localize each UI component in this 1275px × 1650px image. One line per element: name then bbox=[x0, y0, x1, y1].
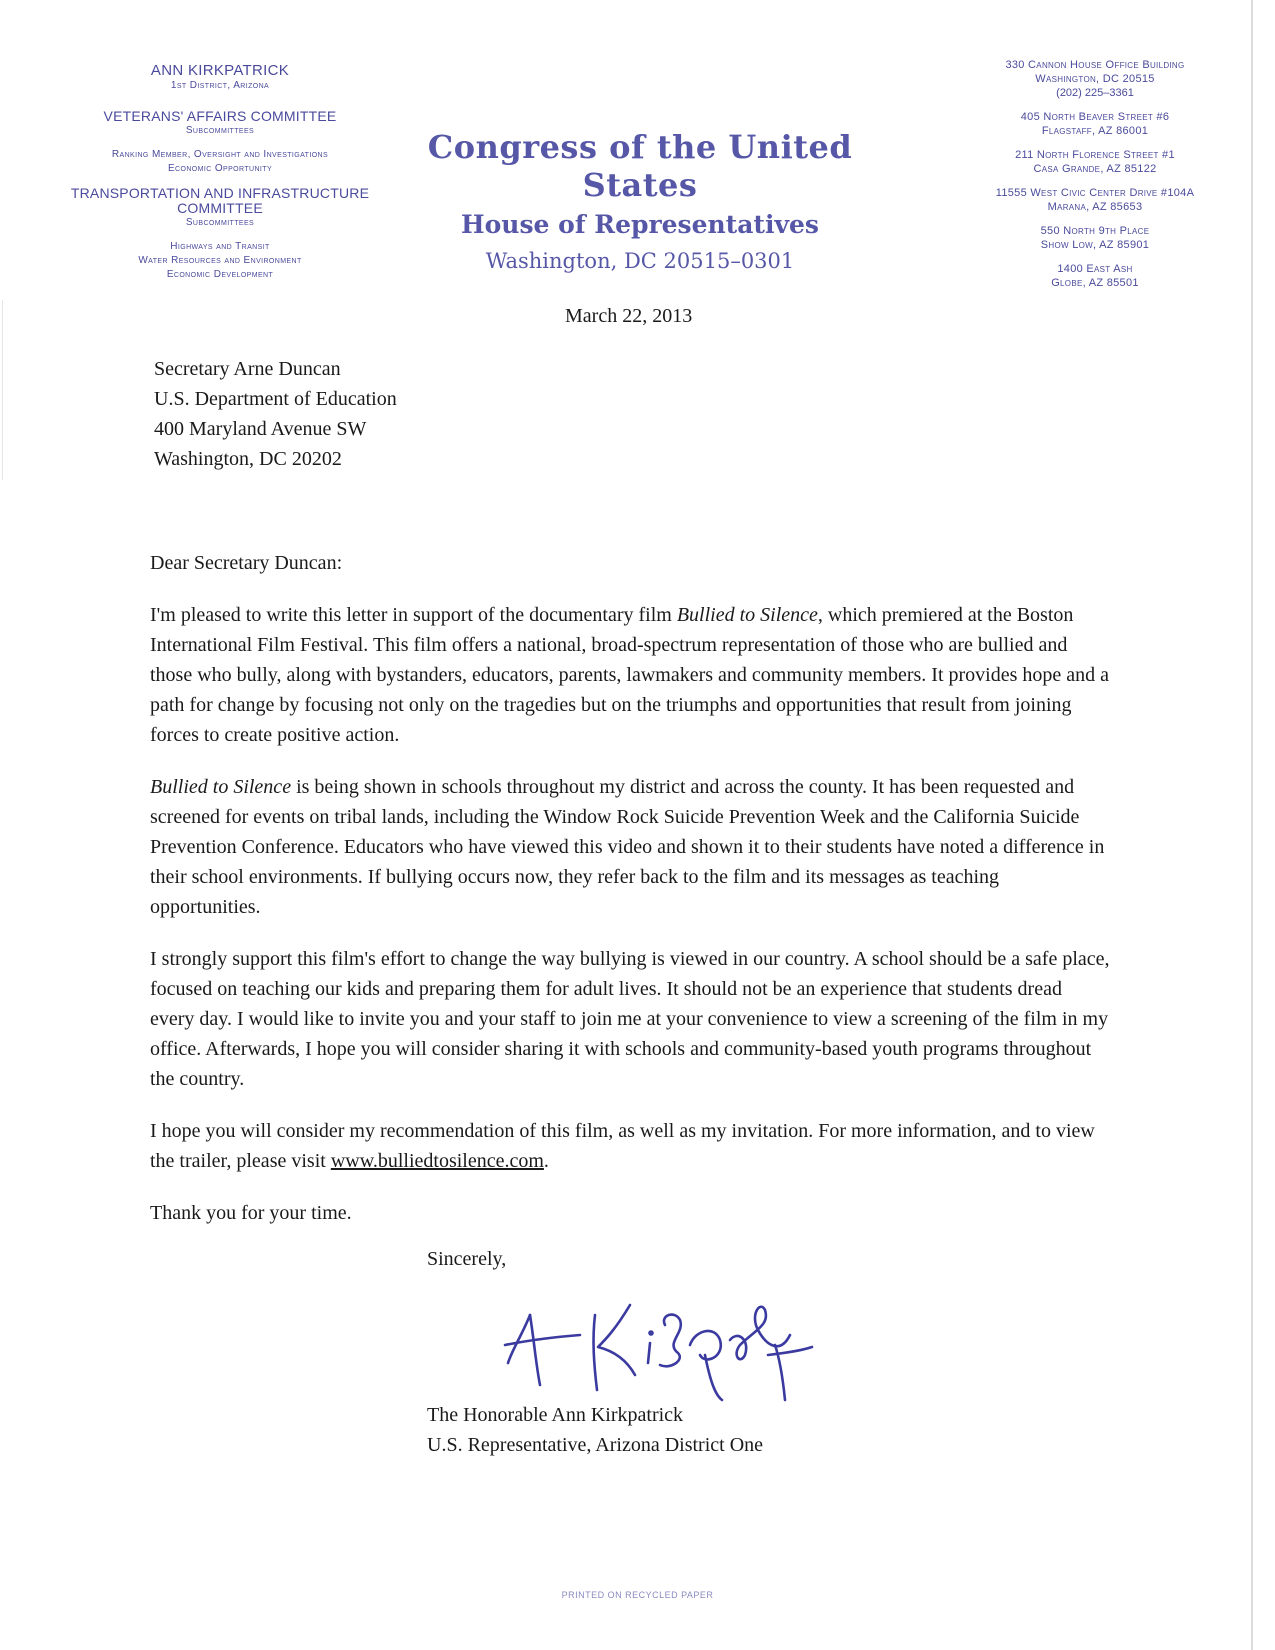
text-run: I hope you will consider my recommendation of this film, as well as my invitation. For more information, and to view the trailer, please visit bbox=[150, 1120, 1095, 1172]
film-title: Bullied to Silence bbox=[676, 604, 818, 626]
office-line: Show Low, AZ 85901 bbox=[1040, 239, 1150, 251]
paragraph-4 bbox=[150, 1116, 1110, 1176]
signer-title: U.S. Representative, Arizona District One bbox=[427, 1434, 764, 1456]
letterhead-right bbox=[960, 58, 1230, 300]
scan-edge-right bbox=[1251, 0, 1253, 1650]
letter-body bbox=[150, 548, 1110, 1250]
paragraph-1 bbox=[150, 600, 1110, 750]
committee-veterans-sub1: Ranking Member, Oversight and Investigations bbox=[111, 149, 329, 160]
office-phone: (202) 225–3361 bbox=[1056, 87, 1134, 99]
office-line: 405 North Beaver Street #6 bbox=[1020, 111, 1170, 123]
recipient-street: 400 Maryland Avenue SW bbox=[154, 418, 367, 440]
office-line: 550 North 9th Place bbox=[1040, 225, 1150, 237]
committee-veterans: VETERANS' AFFAIRS COMMITTEE bbox=[103, 108, 337, 124]
letterhead-left bbox=[60, 62, 380, 282]
committee-transportation-sub-label: Subcommittees bbox=[185, 217, 255, 228]
office-address bbox=[960, 186, 1230, 214]
handwritten-signature bbox=[500, 1285, 820, 1405]
film-title: Bullied to Silence bbox=[150, 776, 292, 798]
recipient-org: U.S. Department of Education bbox=[154, 388, 397, 410]
website-link[interactable]: www.bulliedtosilence.com bbox=[330, 1150, 544, 1172]
office-line: Globe, AZ 85501 bbox=[1051, 277, 1139, 289]
office-address bbox=[960, 224, 1230, 252]
office-address bbox=[960, 110, 1230, 138]
member-district: 1st District, Arizona bbox=[170, 80, 270, 91]
congress-title: Congress of the United States bbox=[427, 128, 853, 204]
recycled-paper-note: PRINTED ON RECYCLED PAPER bbox=[561, 1590, 714, 1600]
text-run: is being shown in schools throughout my district and across the county. It has been requested and screened for events on tribal lands, including the Window Rock Suicide Prevention Week and the California Suicide Prevention Conference. Educators who have viewed this video and shown it to their students have noted a difference in their school environments. If bullying occurs now, they refer back to the film and its messages as teaching opportunities. bbox=[150, 776, 1105, 918]
office-line: Casa Grande, AZ 85122 bbox=[1033, 163, 1157, 175]
office-line: 1400 East Ash bbox=[1057, 263, 1133, 275]
committee-transportation-sub2: Water Resources and Environment bbox=[138, 255, 302, 266]
committee-veterans-sub2: Economic Opportunity bbox=[167, 163, 273, 174]
recipient-city: Washington, DC 20202 bbox=[154, 448, 342, 470]
paragraph-3: I strongly support this film's effort to change the way bullying is viewed in our country. A school should be a safe place, focused on teaching our kids and preparing them for adult lives. It should not be an experience that students dread every day. I would like to invite you and your staff to join me at your convenience to view a screening of the film in my office. Afterwards, I hope you will consider sharing it with schools and community-based youth programs throughout the country. bbox=[150, 948, 1110, 1090]
house-address: Washington, DC 20515–0301 bbox=[485, 249, 795, 273]
paragraph-2 bbox=[150, 772, 1110, 922]
member-name: ANN KIRKPATRICK bbox=[150, 62, 290, 79]
committee-transportation-sub3: Economic Development bbox=[166, 269, 274, 280]
office-line: 11555 West Civic Center Drive #104A bbox=[995, 187, 1195, 199]
office-address bbox=[960, 58, 1230, 100]
letterhead-center bbox=[380, 128, 900, 273]
recipient-address bbox=[154, 354, 397, 474]
office-line: 211 North Florence Street #1 bbox=[1015, 149, 1175, 161]
text-run: . bbox=[543, 1150, 549, 1172]
office-line: Washington, DC 20515 bbox=[1035, 73, 1155, 85]
paragraph-5: Thank you for your time. bbox=[150, 1202, 352, 1224]
recipient-name: Secretary Arne Duncan bbox=[154, 358, 341, 380]
office-line: Marana, AZ 85653 bbox=[1047, 201, 1143, 213]
closing: Sincerely, bbox=[427, 1248, 507, 1270]
office-address bbox=[960, 262, 1230, 290]
text-run: , which premiered at the Boston International Film Festival. This film offers a national, broad-spectrum representation of those who are bullied and those who bully, along with bystanders, educators, parents, lawmakers and community members. It provides hope and a path for change by focusing not only on the tragedies but on the triumphs and opportunities that result from joining forces to create positive action. bbox=[150, 604, 1110, 746]
signer-block bbox=[427, 1400, 763, 1460]
committee-transportation-line2: COMMITTEE bbox=[177, 200, 263, 216]
committee-veterans-sub-label: Subcommittees bbox=[185, 125, 255, 136]
house-title: House of Representatives bbox=[461, 210, 819, 239]
letter-date: March 22, 2013 bbox=[565, 305, 693, 327]
salutation: Dear Secretary Duncan: bbox=[150, 552, 343, 574]
signer-name: The Honorable Ann Kirkpatrick bbox=[427, 1404, 684, 1426]
office-line: Flagstaff, AZ 86001 bbox=[1041, 125, 1149, 137]
scan-edge-left bbox=[2, 300, 3, 480]
text-run: I'm pleased to write this letter in support of the documentary film bbox=[150, 604, 677, 626]
committee-transportation-line1: TRANSPORTATION AND INFRASTRUCTURE bbox=[70, 185, 370, 201]
office-address bbox=[960, 148, 1230, 176]
committee-transportation-sub1: Highways and Transit bbox=[170, 241, 270, 252]
office-line: 330 Cannon House Office Building bbox=[1005, 59, 1185, 71]
